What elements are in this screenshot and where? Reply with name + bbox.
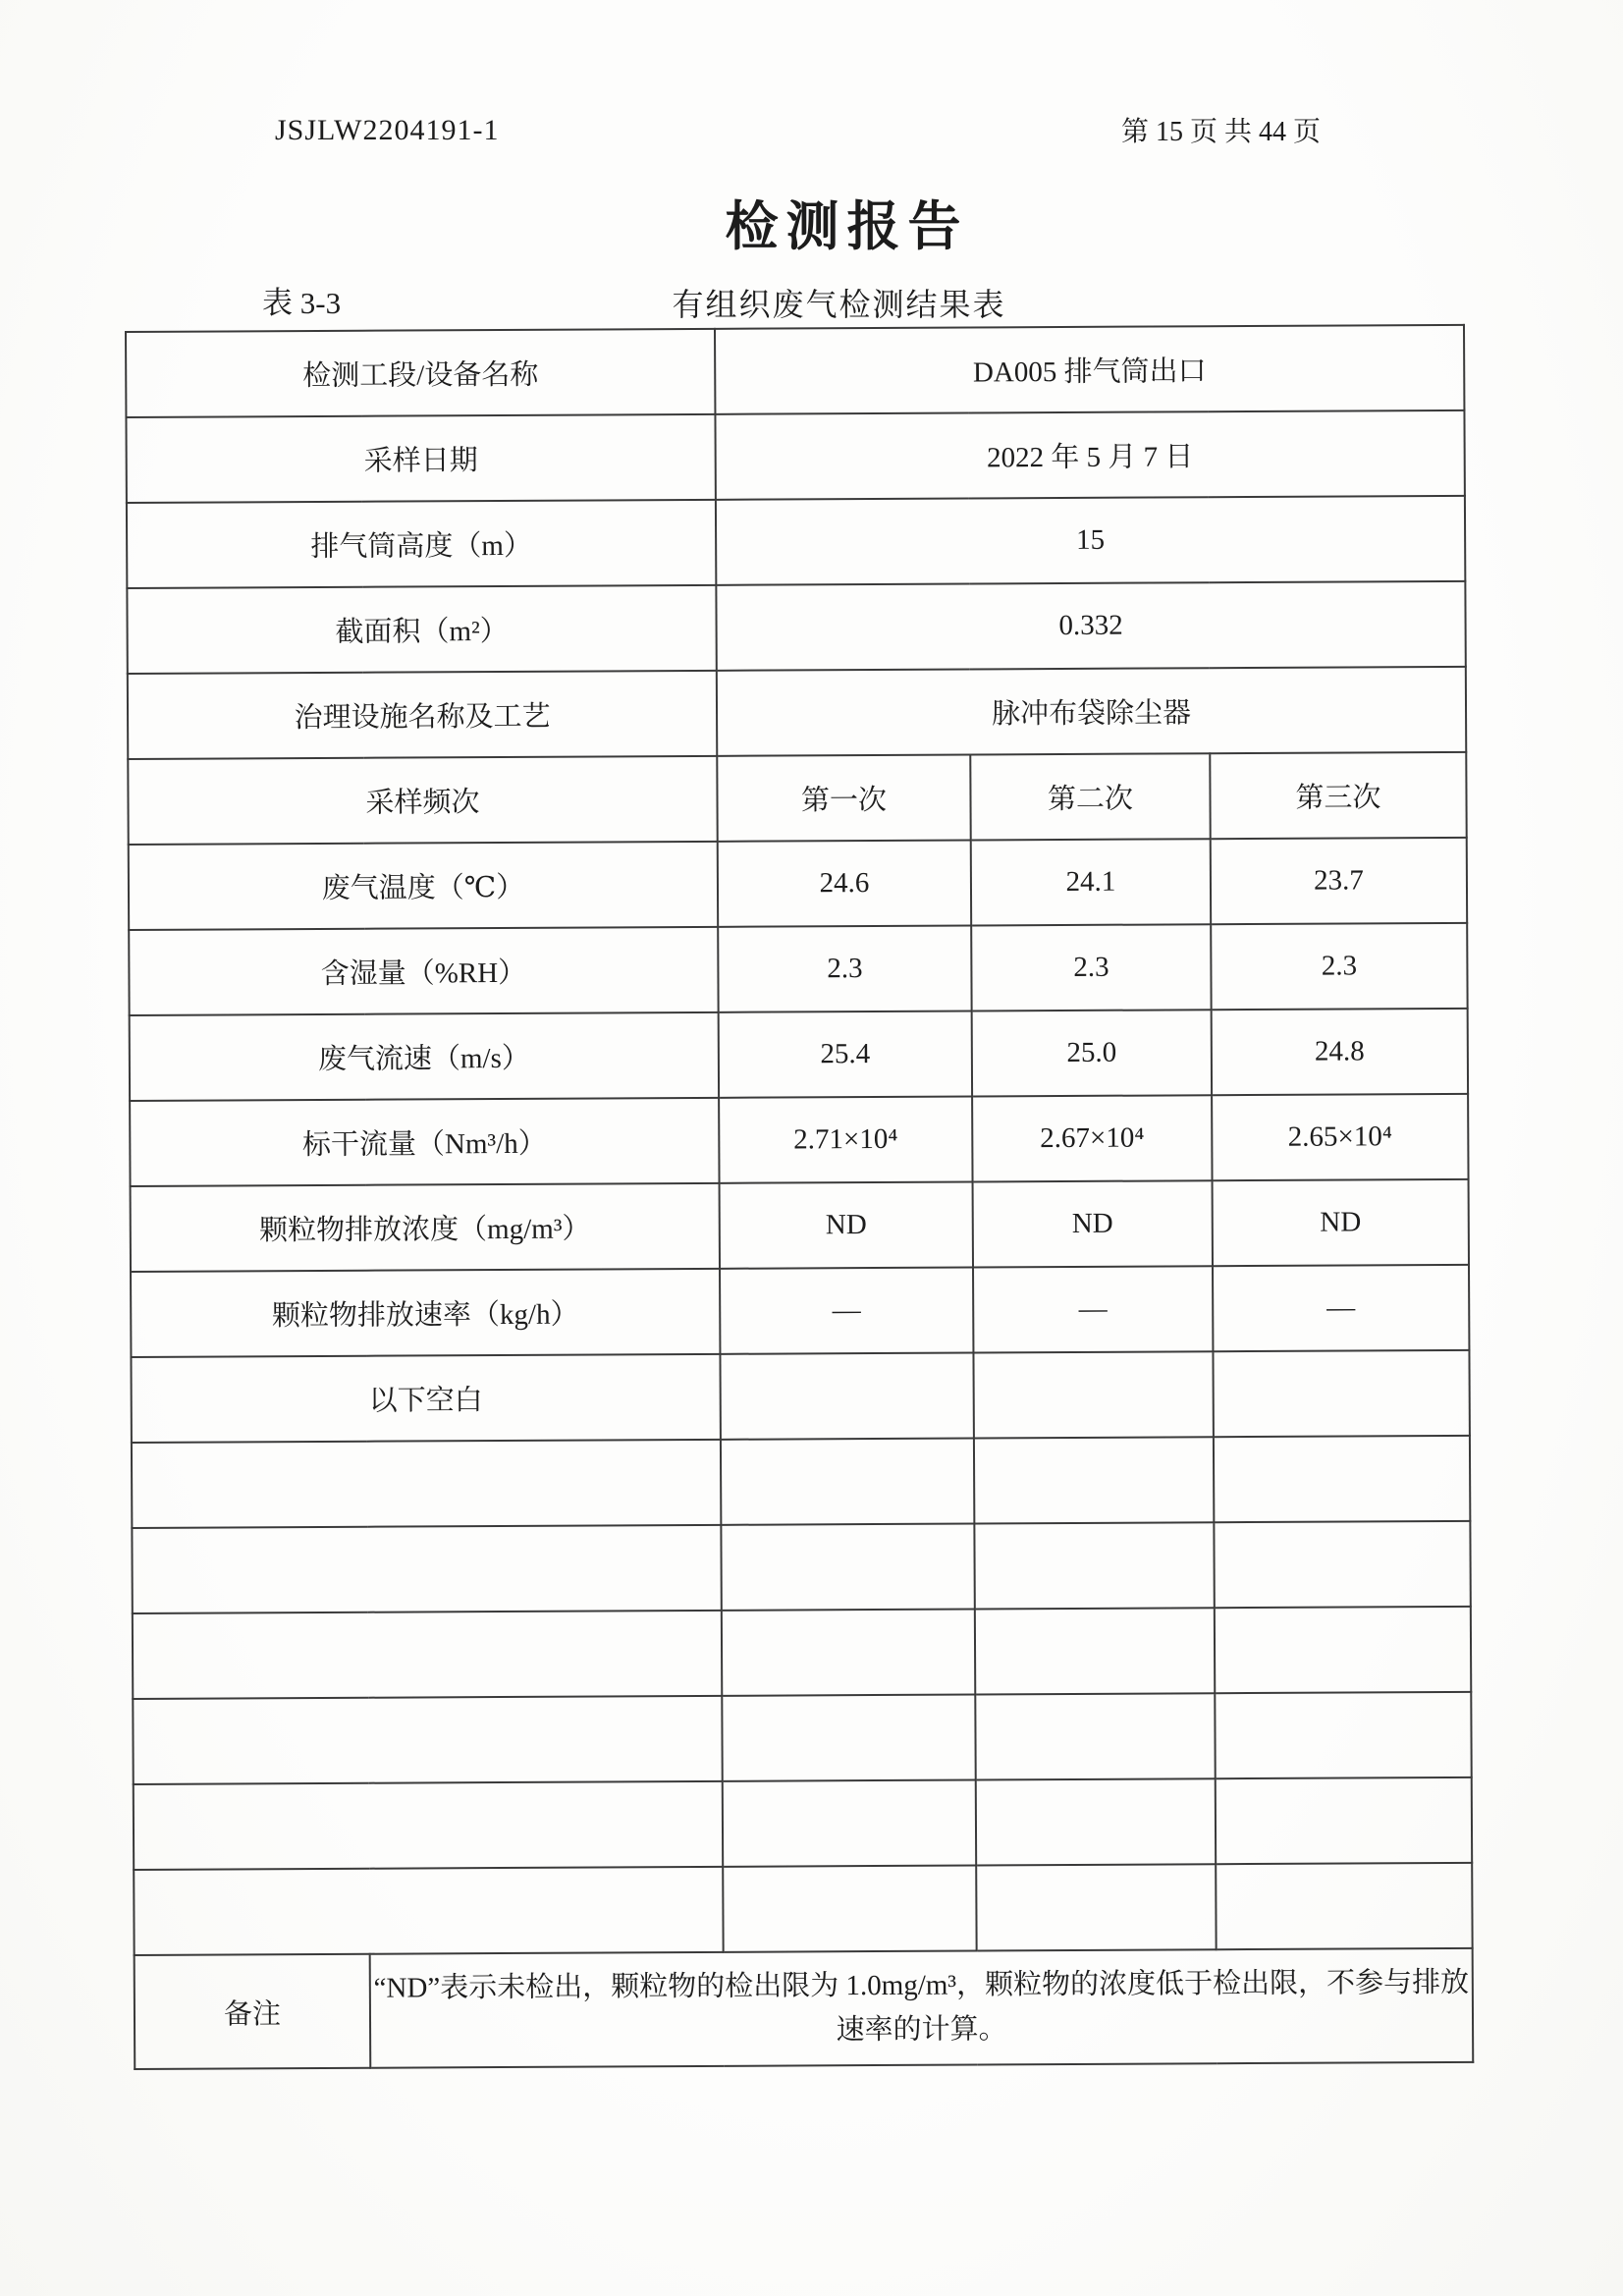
info-row-treatment-facility [128, 667, 1466, 759]
empty-cell [722, 1694, 975, 1780]
results-table [125, 324, 1474, 2070]
row-label: 标干流量（Nm³/h） [130, 1098, 719, 1186]
empty-cell [1215, 1692, 1471, 1778]
cell-value: 2.3 [1211, 923, 1467, 1010]
empty-cell [1213, 1350, 1469, 1437]
empty-row [134, 1777, 1472, 1870]
info-row-date [126, 410, 1464, 503]
empty-cell [721, 1438, 974, 1524]
empty-cell [1214, 1521, 1470, 1608]
data-row-moisture [129, 923, 1467, 1015]
empty-cell [1214, 1436, 1470, 1522]
cell-value: ND [973, 1180, 1213, 1267]
cell-value: 2.3 [971, 924, 1211, 1011]
empty-row [134, 1863, 1472, 1955]
report-title: 检测报告 [725, 197, 969, 256]
row-value: DA005 排气筒出口 [715, 325, 1464, 414]
empty-cell [723, 1779, 976, 1866]
empty-cell [1216, 1777, 1472, 1864]
blank-section-row [131, 1350, 1469, 1443]
cell-value: — [1213, 1265, 1469, 1351]
cell-value: 24.8 [1212, 1009, 1468, 1095]
cell-value: — [720, 1267, 973, 1353]
info-row-station [126, 325, 1464, 417]
remark-text: “ND”表示未检出，颗粒物的检出限为 1.0mg/m³，颗粒物的浓度低于检出限，不参与排放速率的计算。 [370, 1948, 1474, 2068]
cell-value: 24.6 [718, 840, 971, 926]
remark-label: 备注 [135, 1954, 371, 2069]
row-label: 截面积（m²） [127, 585, 716, 674]
empty-cell [975, 1693, 1215, 1779]
row-value: 15 [716, 496, 1465, 585]
row-label: 检测工段/设备名称 [126, 329, 715, 417]
empty-cell [974, 1437, 1214, 1523]
row-value: 2022 年 5 月 7 日 [715, 410, 1464, 500]
cell-value: 2.65×10⁴ [1212, 1094, 1468, 1180]
empty-cell [133, 1611, 722, 1699]
empty-row [133, 1692, 1471, 1784]
cell-value: ND [720, 1181, 973, 1268]
data-row-dry-flow [130, 1094, 1468, 1186]
row-label: 颗粒物排放浓度（mg/m³） [131, 1183, 720, 1272]
empty-row [133, 1607, 1471, 1699]
row-label: 含湿量（%RH） [129, 927, 718, 1015]
table-caption-row [125, 278, 1463, 322]
empty-cell [133, 1696, 722, 1784]
empty-cell [976, 1778, 1216, 1865]
empty-cell [1215, 1607, 1471, 1693]
remark-row [135, 1948, 1474, 2069]
data-row-temperature [129, 838, 1467, 930]
row-label: 颗粒物排放速率（kg/h） [131, 1269, 720, 1357]
empty-cell [723, 1865, 976, 1951]
cell-value: 2.3 [718, 925, 971, 1011]
empty-cell [134, 1867, 723, 1955]
data-row-pm-rate [131, 1265, 1469, 1357]
cell-value: 23.7 [1211, 838, 1467, 924]
row-value: 0.332 [716, 581, 1465, 671]
empty-cell [721, 1523, 974, 1610]
cell-value: 2.67×10⁴ [972, 1095, 1212, 1181]
empty-cell [973, 1351, 1213, 1438]
frequency-header-row [128, 752, 1466, 845]
empty-cell [722, 1609, 975, 1695]
column-header-run3: 第三次 [1210, 752, 1466, 839]
report-code: JSJLW2204191-1 [275, 114, 500, 146]
empty-cell [974, 1522, 1214, 1609]
empty-cell [720, 1352, 973, 1439]
data-row-velocity [130, 1009, 1468, 1101]
info-row-cross-section [127, 581, 1465, 674]
table-label: 表 3-3 [262, 286, 342, 320]
empty-cell [134, 1781, 723, 1870]
cell-value: 25.0 [972, 1010, 1212, 1096]
data-row-pm-concentration [131, 1179, 1469, 1272]
row-label: 废气流速（m/s） [130, 1012, 719, 1101]
empty-cell [975, 1608, 1215, 1694]
cell-value: 2.71×10⁴ [719, 1096, 972, 1182]
blank-section-label: 以下空白 [131, 1354, 720, 1443]
empty-row [132, 1521, 1470, 1613]
info-row-stack-height [127, 496, 1465, 588]
row-label: 治理设施名称及工艺 [128, 671, 717, 759]
empty-cell [976, 1864, 1216, 1950]
cell-value: ND [1213, 1179, 1469, 1266]
empty-cell [132, 1440, 721, 1528]
table-title: 有组织废气检测结果表 [672, 287, 1006, 322]
row-label: 采样频次 [128, 756, 717, 845]
empty-row [132, 1436, 1470, 1528]
row-label: 采样日期 [126, 414, 715, 503]
row-label: 废气温度（℃） [129, 842, 718, 930]
column-header-run2: 第二次 [970, 753, 1210, 840]
cell-value: — [973, 1266, 1213, 1352]
page-indicator: 第 15 页 共 44 页 [1121, 117, 1322, 147]
cell-value: 25.4 [719, 1011, 972, 1097]
column-header-run1: 第一次 [717, 754, 970, 841]
empty-cell [132, 1525, 721, 1613]
empty-cell [1216, 1863, 1472, 1949]
row-label: 排气筒高度（m） [127, 500, 716, 588]
cell-value: 24.1 [971, 839, 1211, 925]
row-value: 脉冲布袋除尘器 [717, 667, 1466, 756]
